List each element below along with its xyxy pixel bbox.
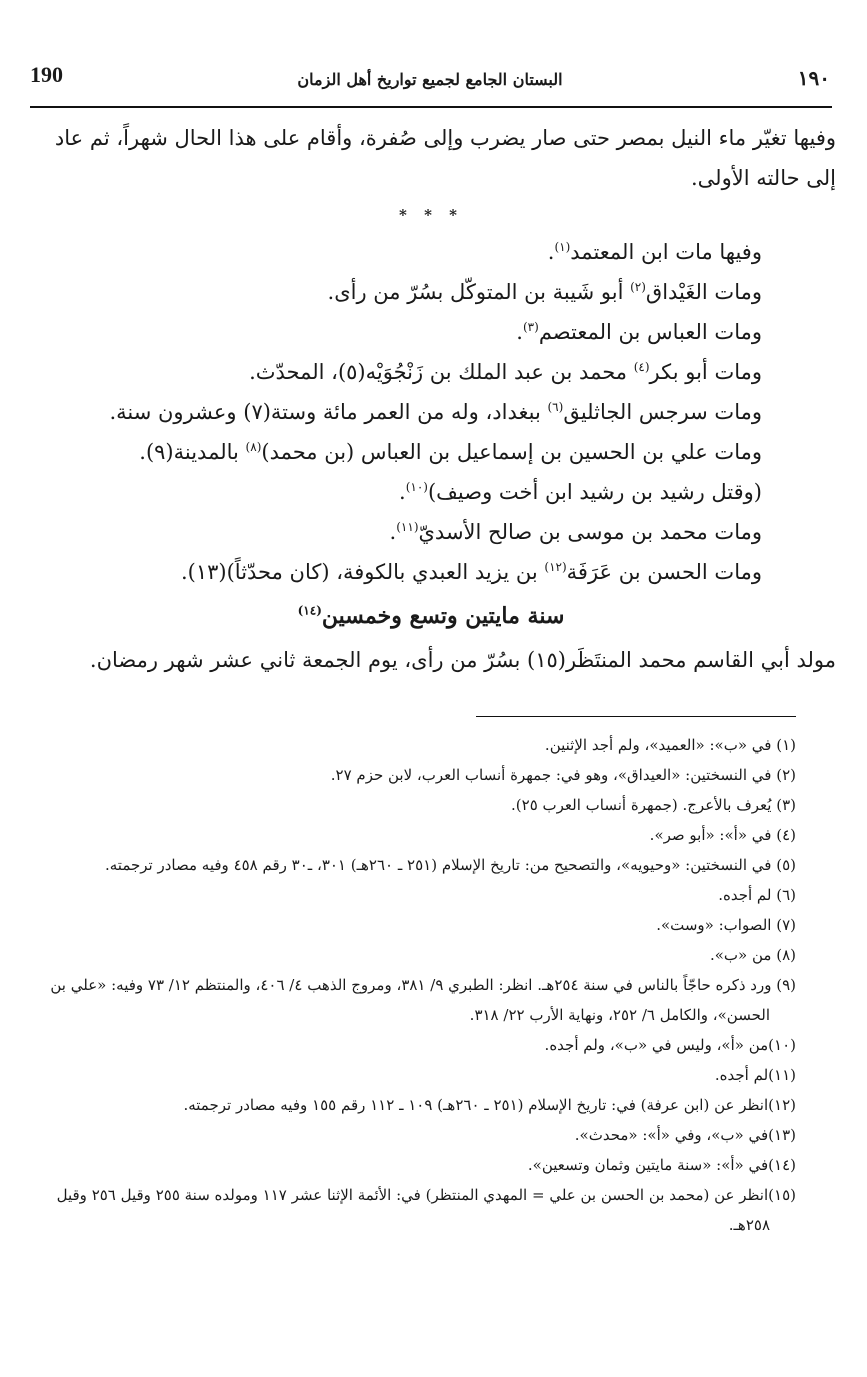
paragraph-nile: وفيها تغيّر ماء النيل بمصر حتى صار يضرب وإلى صُفرة، وأقام على هذا الحال شهراً، ثم عاد إلى حالته الأولى. [54,126,836,190]
death-entry: ومات علي بن الحسين بن إسماعيل بن العباس (بن محمد)$^{(٨)}$ بالمدينة(٩). [139,440,762,464]
page-number-arabic: ١٩٠ [797,66,830,90]
header-rule [30,106,832,108]
footnote-ref: (١٠) [405,480,428,494]
page-header [30,62,830,102]
section-separator: * * * [399,206,463,224]
footnote: (١٣)في «ب»، وفي «أ»: «محدث». [574,1126,796,1144]
footnote: (٩) ورد ذكره حاجّاً بالناس في سنة ٢٥٤هـ. انظر: الطبري ٩/ ٣٨١، ومروج الذهب ٤/ ٤٠٦، والمنتظم ١٢/ ٧٣ وفيه: «علي بن الحسن»، والكامل ٦/ ٢٥٢، ونهاية الأرب ٢٢/ ٣١٨. [50,976,796,1024]
death-entry: ومات العباس بن المعتصم$^{(٣)}$. [516,320,762,344]
footnote: (١٢)انظر عن (ابن عرفة) في: تاريخ الإسلام (٢٥١ ـ ٢٦٠هـ) ١٠٩ ـ ١١٢ رقم ١٥٥ وفيه مصادر ترجمته. [183,1096,796,1114]
death-list [26,232,836,592]
footnote: (١٠)من «أ»، وليس في «ب»، ولم أجده. [544,1036,796,1054]
footnote: (١) في «ب»: «العميد»، ولم أجد الإثنين. [544,736,796,754]
footnote: (٢) في النسختين: «العيداق»، وهو في: جمهرة أنساب العرب، لابن حزم ٢٧. [330,766,796,784]
footnote-rule [476,716,796,717]
death-entry: (وقتل رشيد بن رشيد ابن أخت وصيف)$^{(١٠)}$. [399,480,762,504]
death-entry: ومات أبو بكر$^{(٤)}$ محمد بن عبد الملك بن زَنْجُوَيْه(٥)، المحدّث. [249,360,762,384]
death-entry: وفيها مات ابن المعتمد$^{(١)}$. [547,240,762,264]
footnote-ref: (٨) [245,440,262,454]
footnote-ref: (١١) [396,520,419,534]
footnote-ref: (٢) [630,280,646,294]
birth-line: مولد أبي القاسم محمد المنتَظَر(١٥) بسُرّ من رأى، يوم الجمعة ثاني عشر شهر رمضان. [89,648,836,672]
footnote: (٣) يُعرف بالأعرج. (جمهرة أنساب العرب ٢٥). [511,796,796,814]
footnote: (١٥)انظر عن (محمد بن الحسن بن علي = المهدي المنتظر) في: الأئمة الإثنا عشر ١١٧ ومولده سنة ٢٥٥ وقيل ٢٥٦ وقيل ٢٥٨هـ. [56,1186,796,1234]
footnote: (٧) الصواب: «وست». [656,916,796,934]
year-heading: سنة مايتين وتسع وخمسين$^{(١٤)}$ [297,603,565,629]
footnote-ref: (٤) [633,360,650,374]
footnote: (١١)لم أجده. [714,1066,796,1084]
running-title: البستان الجامع لجميع تواريخ أهل الزمان [297,70,563,89]
footnote-ref: (٦) [547,400,564,414]
footnote: (١٤)في «أ»: «سنة مايتين وثمان وتسعين». [527,1156,796,1174]
death-entry: ومات محمد بن موسى بن صالح الأسديّ$^{(١١)}$. [389,520,762,544]
footnote-ref: (١٤) [297,603,322,618]
footnote: (٤) في «أ»: «أبو صر». [649,826,796,844]
footnote-ref: (٣) [522,320,539,334]
death-entry: ومات سرجس الجاثليق$^{(٦)}$ ببغداد، وله من العمر مائة وستة(٧) وعشرون سنة. [109,400,762,424]
page-number-latin: 190 [30,62,63,87]
main-text [26,118,836,680]
footnote: (٨) من «ب». [709,946,796,964]
death-entry: ومات الغَيْداق$^{(٢)}$ أبو شَيبة بن المتوكّل بسُرّ من رأى. [327,280,762,304]
footnote-ref: (١) [554,240,571,254]
footnote: (٦) لم أجده. [718,886,796,904]
footnote-ref: (١٢) [544,560,567,574]
footnotes [26,730,796,1240]
death-entry: ومات الحسن بن عَرَفَة$^{(١٢)}$ بن يزيد العبدي بالكوفة، (كان محدّثاً)(١٣). [180,560,762,584]
footnote: (٥) في النسختين: «وحيويه»، والتصحيح من: تاريخ الإسلام (٢٥١ ـ ٢٦٠هـ) ٣٠١، ـ٣٠ رقم ٤٥٨ وفيه مصادر ترجمته. [105,856,796,874]
